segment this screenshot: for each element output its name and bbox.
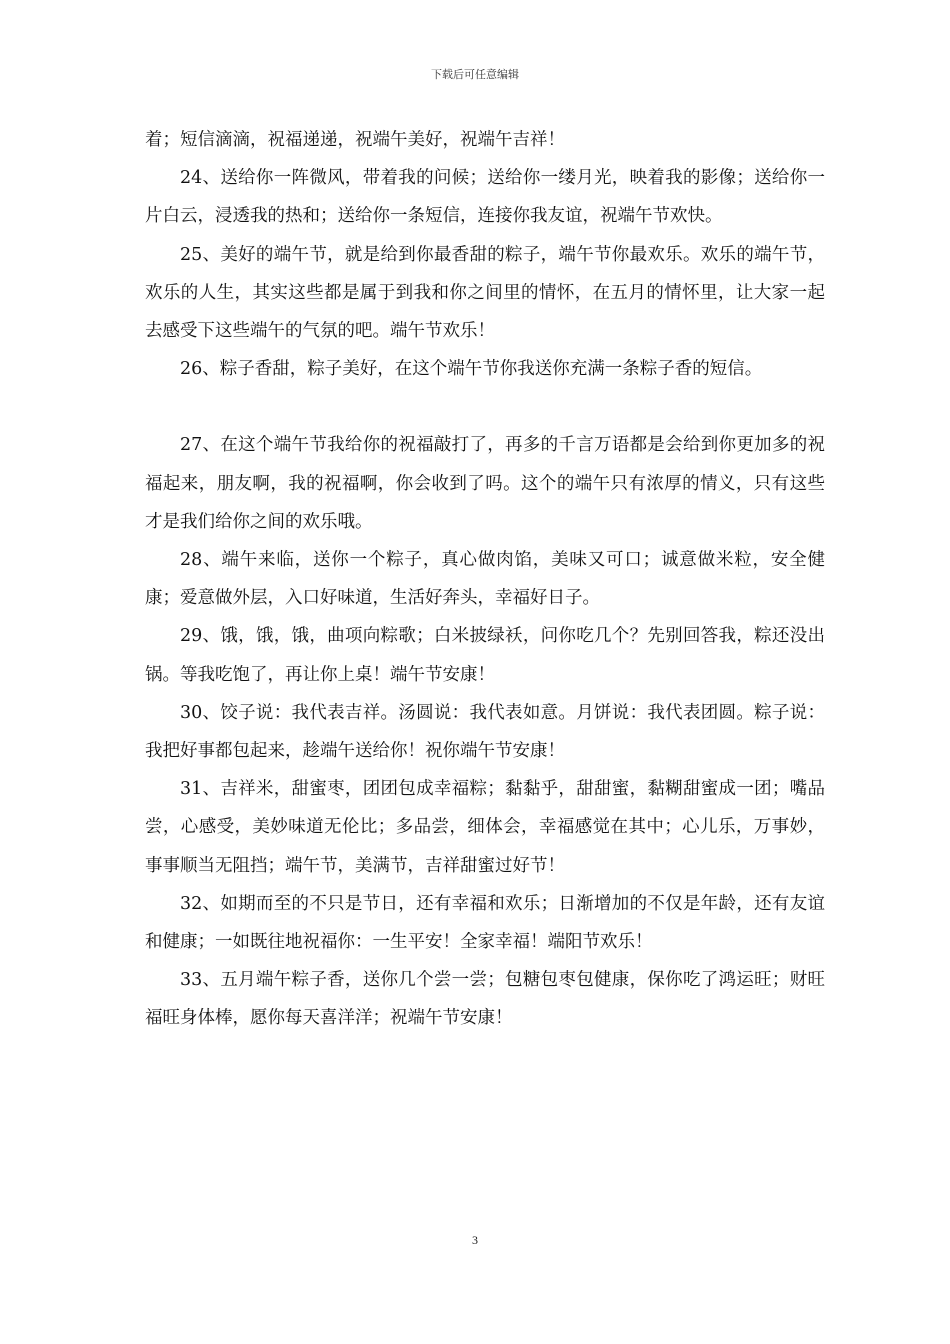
paragraph-31: 31、吉祥米，甜蜜枣，团团包成幸福粽；黏黏乎，甜甜蜜，黏糊甜蜜成一团；嘴品尝，心感受，美妙味道无伦比；多品尝，细体会，幸福感觉在其中；心儿乐，万事妙，事事顺当无阻挡；端午节，美满节，吉祥甜蜜过好节！ bbox=[145, 779, 825, 876]
page-number: 3 bbox=[472, 1233, 478, 1247]
paragraph-33: 33、五月端午粽子香，送你几个尝一尝；包糖包枣包健康，保你吃了鸿运旺；财旺福旺身体棒，愿你每天喜洋洋；祝端午节安康！ bbox=[145, 970, 825, 1029]
paragraph-32: 32、如期而至的不只是节日，还有幸福和欢乐；日渐增加的不仅是年龄，还有友谊和健康；一如既往地祝福你：一生平安！全家幸福！端阳节欢乐！ bbox=[145, 893, 825, 953]
page-header: 下载后可任意编辑 bbox=[431, 68, 519, 81]
paragraph-28: 28、端午来临，送你一个粽子，真心做肉馅，美味又可口；诚意做米粒，安全健康；爱意做外层，入口好味道，生活好奔头，幸福好日子。 bbox=[145, 550, 825, 609]
paragraph-24: 24、送给你一阵微风，带着我的问候；送给你一缕月光，映着我的影像；送给你一片白云，浸透我的热和；送给你一条短信，连接你我友谊，祝端午节欢快。 bbox=[145, 168, 825, 227]
paragraph-continuation: 着；短信滴滴，祝福递递，祝端午美好，祝端午吉祥！ bbox=[145, 130, 565, 150]
paragraph-26: 26、粽子香甜，粽子美好，在这个端午节你我送你充满一条粽子香的短信。 bbox=[180, 359, 763, 380]
paragraph-25: 25、美好的端午节，就是给到你最香甜的粽子，端午节你最欢乐。欢乐的端午节，欢乐的人生，其实这些都是属于到我和你之间里的情怀，在五月的情怀里，让大家一起去感受下这些端午的气氛的吧。端午节欢乐！ bbox=[145, 244, 825, 342]
paragraph-27: 27、在这个端午节我给你的祝福敲打了，再多的千言万语都是会给到你更加多的祝福起来，朋友啊，我的祝福啊，你会收到了吗。这个的端午只有浓厚的情义，只有这些才是我们给你之间的欢乐哦。 bbox=[145, 435, 825, 532]
paragraph-30: 30、饺子说：我代表吉祥。汤圆说：我代表如意。月饼说：我代表团圆。粽子说：我把好事都包起来，趁端午送给你！祝你端午节安康！ bbox=[145, 702, 825, 762]
document-body bbox=[145, 121, 825, 1038]
paragraph-29: 29、饿，饿，饿，曲项向粽歌；白米披绿袄，问你吃几个？先别回答我，粽还没出锅。等我吃饱了，再让你上桌！端午节安康！ bbox=[145, 626, 825, 685]
